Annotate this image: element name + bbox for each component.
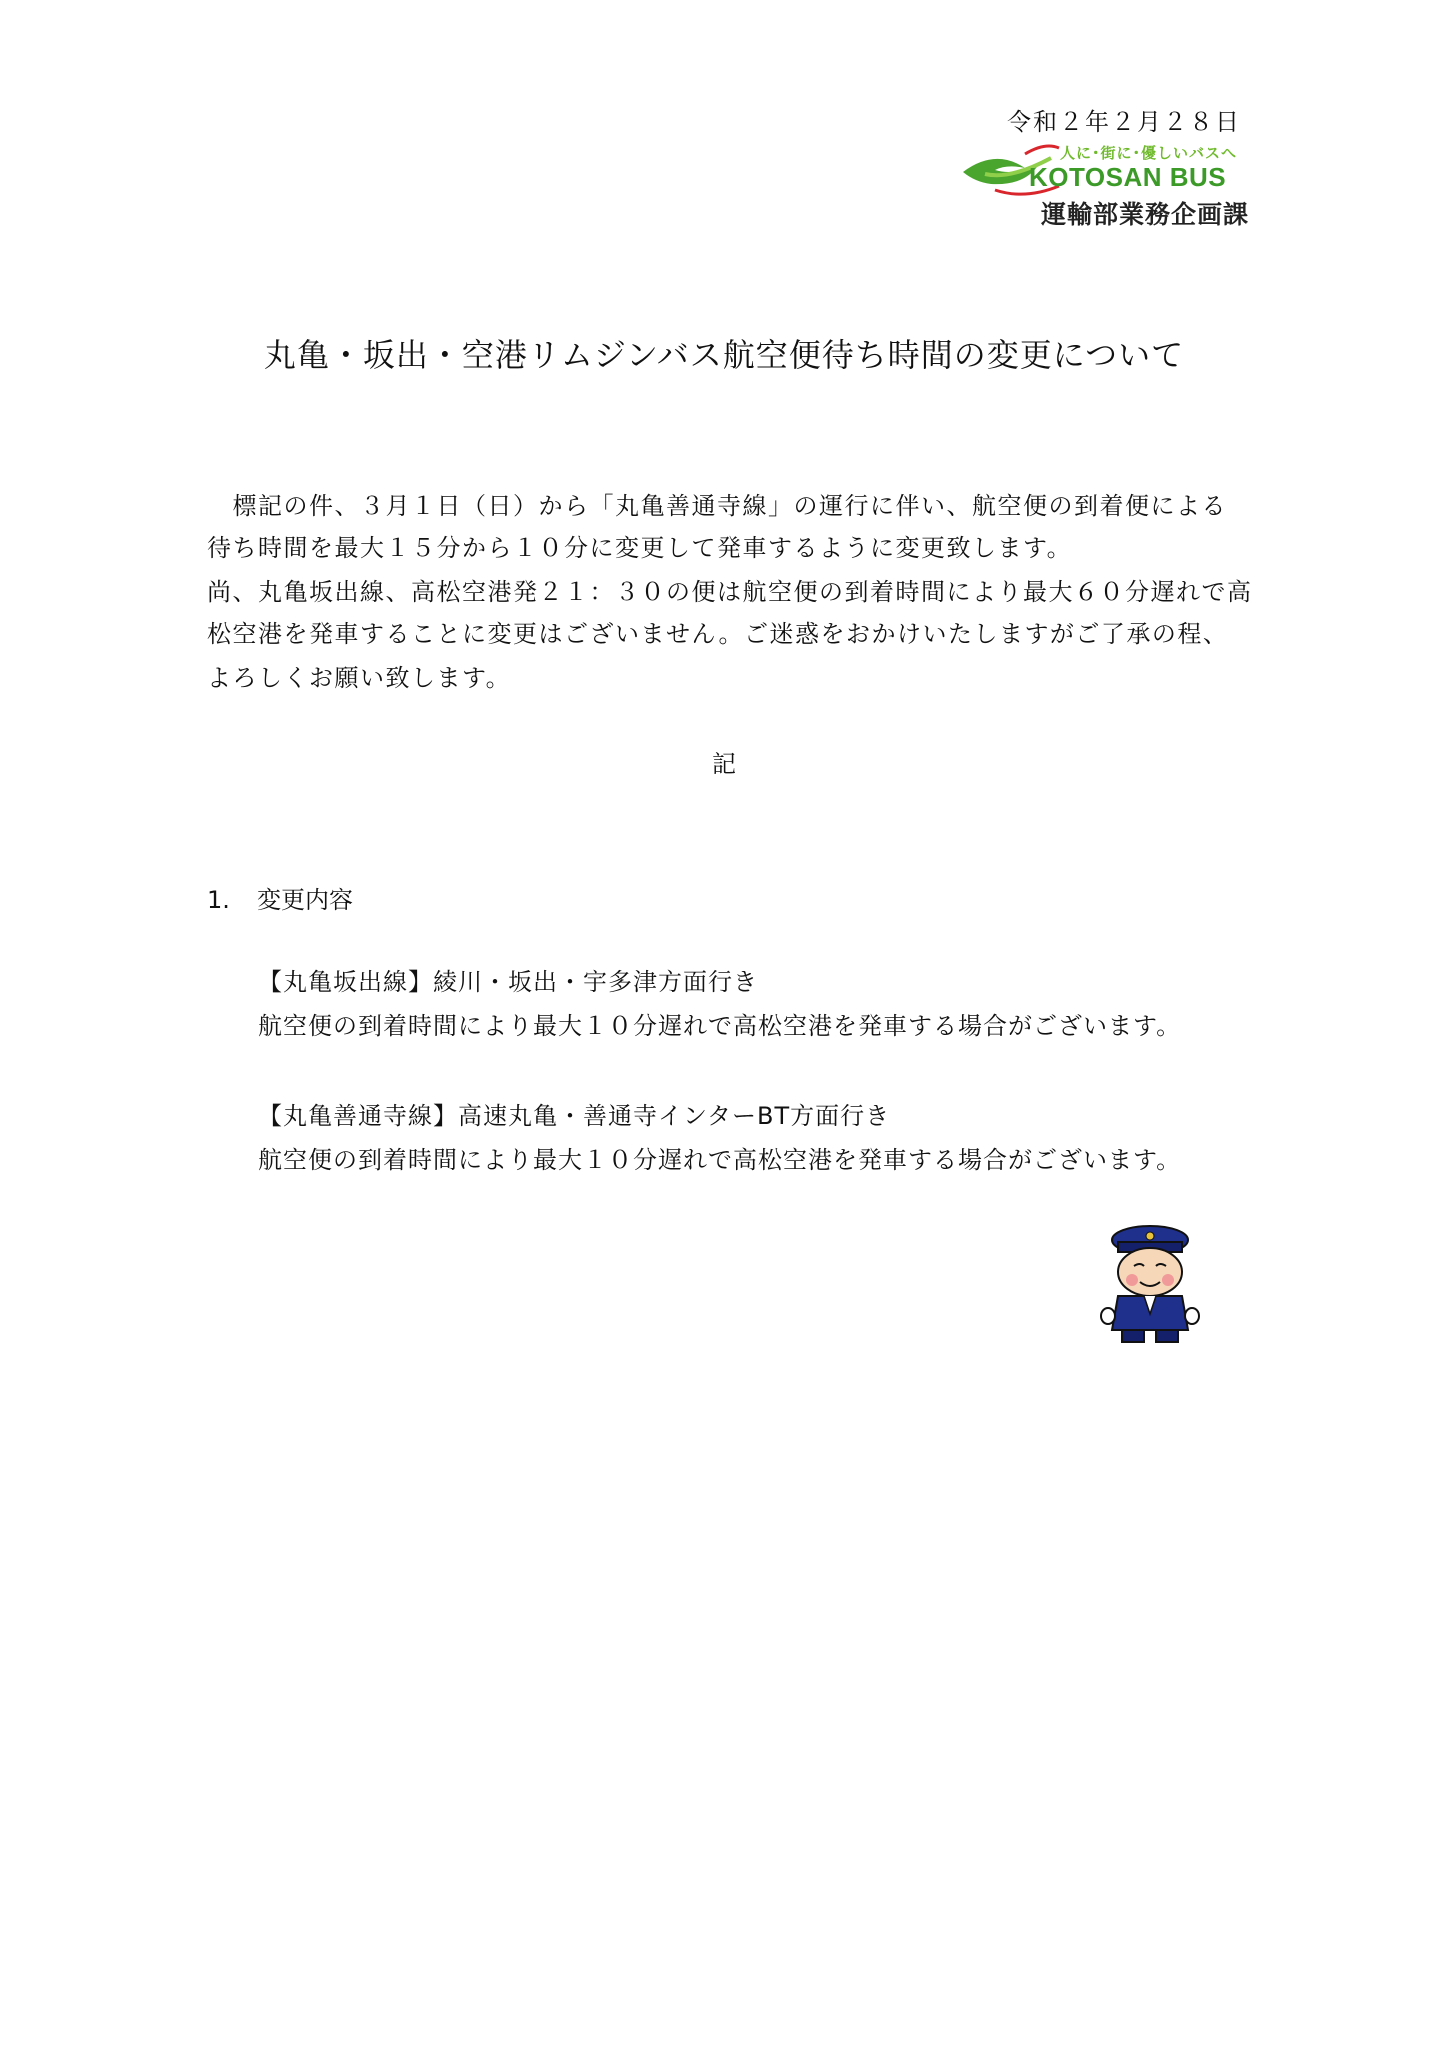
- ki-marker: 記: [712, 750, 736, 778]
- body-line: 標記の件、３月１日（日）から「丸亀善通寺線」の運行に伴い、航空便の到着便による: [207, 492, 1227, 520]
- body-line: 待ち時間を最大１５分から１０分に変更して発車するように変更致します。: [207, 534, 1073, 562]
- logo-tagline: 人に･街に･優しいバスへ: [1060, 144, 1238, 162]
- section-heading: [207, 880, 353, 915]
- route-heading: 【丸亀善通寺線】高速丸亀・善通寺インターBT方面行き: [258, 1102, 891, 1130]
- document-date: 令和２年２月２８日: [1007, 108, 1241, 136]
- logo-brand-name: KOTOSAN BUS: [1029, 162, 1227, 192]
- section-title: 変更内容: [257, 886, 353, 914]
- mascot-illustration: [1094, 1218, 1206, 1346]
- body-line: 松空港を発車することに変更はございません。ご迷惑をおかけいたしますがご了承の程、: [207, 620, 1229, 648]
- bus-driver-mascot: [1094, 1218, 1206, 1346]
- document-title: 丸亀・坂出・空港リムジンバス航空便待ち時間の変更について: [263, 336, 1185, 374]
- department-name: 運輸部業務企画課: [1041, 200, 1250, 229]
- body-line: よろしくお願い致します。: [207, 664, 512, 692]
- section-number: 1.: [207, 886, 230, 914]
- route-description: 航空便の到着時間により最大１０分遅れで高松空港を発車する場合がございます。: [258, 1146, 1182, 1174]
- kotosan-bus-logo: [955, 140, 1250, 232]
- route-description: 航空便の到着時間により最大１０分遅れで高松空港を発車する場合がございます。: [258, 1012, 1182, 1040]
- route-heading: 【丸亀坂出線】綾川・坂出・宇多津方面行き: [258, 968, 758, 996]
- body-line: 尚、丸亀坂出線、高松空港発２１：３０の便は航空便の到着時間により最大６０分遅れで高: [207, 578, 1253, 606]
